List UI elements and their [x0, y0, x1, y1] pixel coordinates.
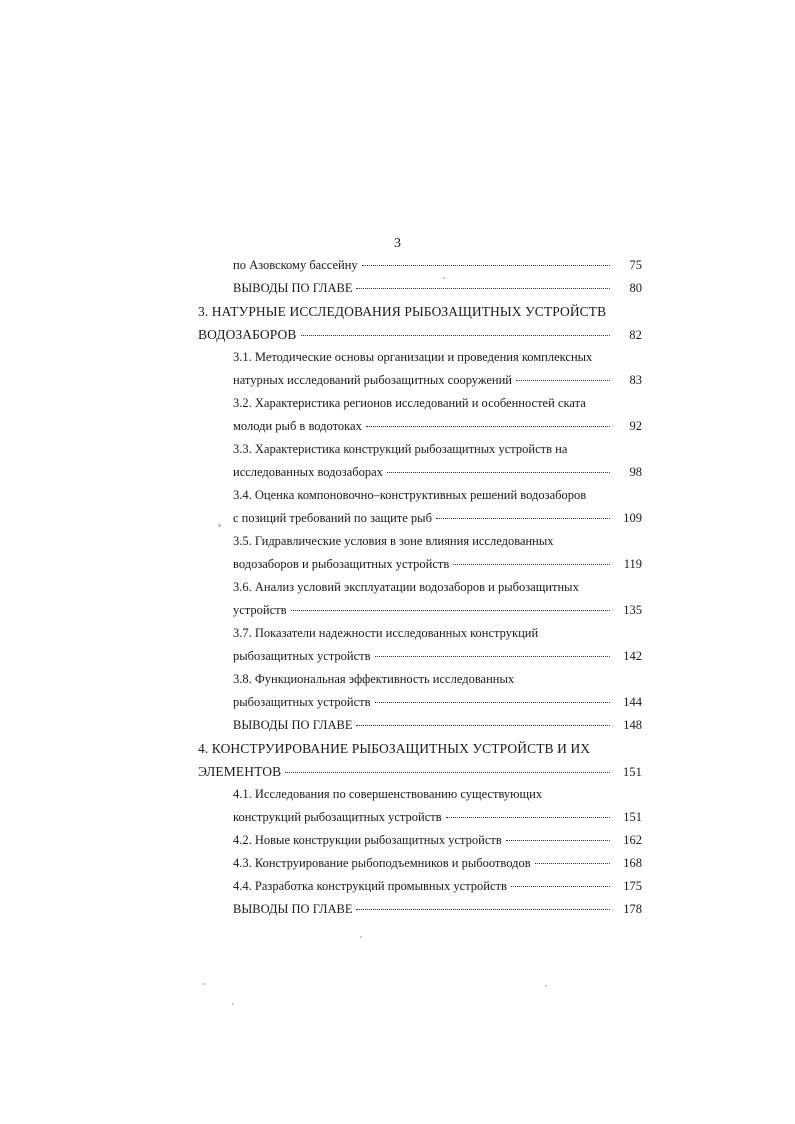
toc-entry-title: 3. НАТУРНЫЕ ИССЛЕДОВАНИЯ РЫБОЗАЩИТНЫХ УСТРОЙСТВ [198, 304, 607, 319]
scan-speck [443, 277, 445, 279]
toc-entry [198, 530, 642, 553]
toc-entry-title: натурных исследований рыбозащитных сооружений [233, 373, 512, 387]
toc-entry-page: 144 [623, 695, 642, 709]
toc-entry [198, 668, 642, 691]
dot-leader [535, 851, 610, 864]
dot-leader [516, 368, 610, 381]
toc-entry [198, 438, 642, 461]
toc-entry-title: исследованных водозаборах [233, 465, 383, 479]
toc-entry [198, 852, 642, 875]
toc-entry [198, 484, 642, 507]
page-number: 3 [394, 236, 401, 251]
toc-entry-title: 4.3. Конструирование рыбоподъемников и рыбоотводов [233, 856, 531, 870]
toc-entry [198, 392, 642, 415]
toc-entry-page: 178 [623, 902, 642, 916]
toc-entry [198, 346, 642, 369]
dot-leader [446, 805, 610, 818]
toc-entry [198, 714, 642, 737]
toc-entry-page: 168 [623, 856, 642, 870]
dot-leader [356, 897, 610, 910]
scan-speck [360, 936, 362, 938]
dot-leader [511, 874, 610, 887]
toc-entry-title: 3.1. Методические основы организации и проведения комплексных [233, 350, 593, 364]
toc-entry-page: 148 [623, 718, 642, 732]
toc-entry-page: 162 [623, 833, 642, 847]
toc-entry [198, 737, 642, 760]
toc-entry [198, 323, 642, 346]
toc-entry-title: 3.7. Показатели надежности исследованных конструкций [233, 626, 539, 640]
dot-leader [356, 276, 610, 289]
toc-entry [198, 622, 642, 645]
toc-entry [198, 300, 642, 323]
toc-entry-page: 75 [629, 258, 642, 272]
toc-entry-title: 3.5. Гидравлические условия в зоне влияния исследованных [233, 534, 554, 548]
toc-entry [198, 254, 642, 277]
toc-entry [198, 553, 642, 576]
toc-entry-title: молоди рыб в водотоках [233, 419, 362, 433]
toc-entry-page: 151 [622, 765, 642, 779]
toc-entry-title: 3.8. Функциональная эффективность исследованных [233, 672, 515, 686]
toc-entry-page: 135 [623, 603, 642, 617]
toc-entry-title: 4.1. Исследования по совершенствованию существующих [233, 787, 543, 801]
toc-entry-page: 175 [623, 879, 642, 893]
toc-entry-page: 83 [629, 373, 642, 387]
toc-entry-page: 109 [623, 511, 642, 525]
toc-entry-title: ВЫВОДЫ ПО ГЛАВЕ [233, 281, 353, 295]
dot-leader [453, 552, 610, 565]
toc-entry-page: 82 [629, 328, 642, 342]
dot-leader [387, 460, 610, 473]
toc-entry [198, 599, 642, 622]
toc-entry [198, 806, 642, 829]
toc-entry [198, 277, 642, 300]
toc-entry-title: с позиций требований по защите рыб [233, 511, 432, 525]
toc-entry [198, 507, 642, 530]
dot-leader [362, 253, 610, 266]
dot-leader [375, 644, 611, 657]
toc-entry-title: 3.6. Анализ условий эксплуатации водозаборов и рыбозащитных [233, 580, 579, 594]
toc-entry-title: устройств [233, 603, 287, 617]
toc-entry-page: 80 [629, 281, 642, 295]
toc-entry-title: 3.2. Характеристика регионов исследований и особенностей ската [233, 396, 586, 410]
toc-entry-title: ЭЛЕМЕНТОВ [198, 764, 282, 779]
toc-entry [198, 369, 642, 392]
dot-leader [356, 713, 610, 726]
scan-speck [545, 985, 547, 987]
toc-entry-page: 92 [629, 419, 642, 433]
toc-entry [198, 875, 642, 898]
toc-entry-title: 4.2. Новые конструкции рыбозащитных устройств [233, 833, 502, 847]
toc-entry-page: 151 [623, 810, 642, 824]
toc-entry-title: рыбозащитных устройств [233, 649, 371, 663]
dot-leader [366, 414, 610, 427]
toc-entry-title: конструкций рыбозащитных устройств [233, 810, 442, 824]
toc-entry-title: ВЫВОДЫ ПО ГЛАВЕ [233, 902, 353, 916]
dot-leader [436, 506, 610, 519]
dot-leader [291, 598, 610, 611]
toc-entry-page: 98 [629, 465, 642, 479]
toc-entry [198, 415, 642, 438]
toc-entry-title: по Азовскому бассейну [233, 258, 358, 272]
toc-entry-title: рыбозащитных устройств [233, 695, 371, 709]
toc-entry [198, 645, 642, 668]
toc-entry [198, 898, 642, 921]
toc-entry [198, 783, 642, 806]
dot-leader [285, 760, 610, 773]
toc-entry-title: 4.4. Разработка конструкций промывных устройств [233, 879, 507, 893]
table-of-contents [198, 254, 642, 921]
toc-entry [198, 576, 642, 599]
toc-entry [198, 461, 642, 484]
toc-entry [198, 829, 642, 852]
toc-entry-title: ВОДОЗАБОРОВ [198, 327, 297, 342]
dot-leader [375, 690, 611, 703]
toc-entry [198, 691, 642, 714]
dot-leader [506, 828, 610, 841]
scan-speck [232, 1003, 234, 1005]
toc-entry-title: водозаборов и рыбозащитных устройств [233, 557, 450, 571]
toc-entry-title: 3.4. Оценка компоновочно–конструктивных решений водозаборов [233, 488, 587, 502]
scan-speck [218, 524, 221, 527]
toc-entry-title: ВЫВОДЫ ПО ГЛАВЕ [233, 718, 353, 732]
toc-entry [198, 760, 642, 783]
dot-leader [301, 323, 611, 336]
toc-entry-page: 119 [623, 557, 642, 571]
toc-entry-page: 142 [623, 649, 642, 663]
toc-entry-title: 4. КОНСТРУИРОВАНИЕ РЫБОЗАЩИТНЫХ УСТРОЙСТВ И ИХ [198, 741, 591, 756]
toc-entry-title: 3.3. Характеристика конструкций рыбозащитных устройств на [233, 442, 568, 456]
scan-speck [203, 983, 205, 985]
